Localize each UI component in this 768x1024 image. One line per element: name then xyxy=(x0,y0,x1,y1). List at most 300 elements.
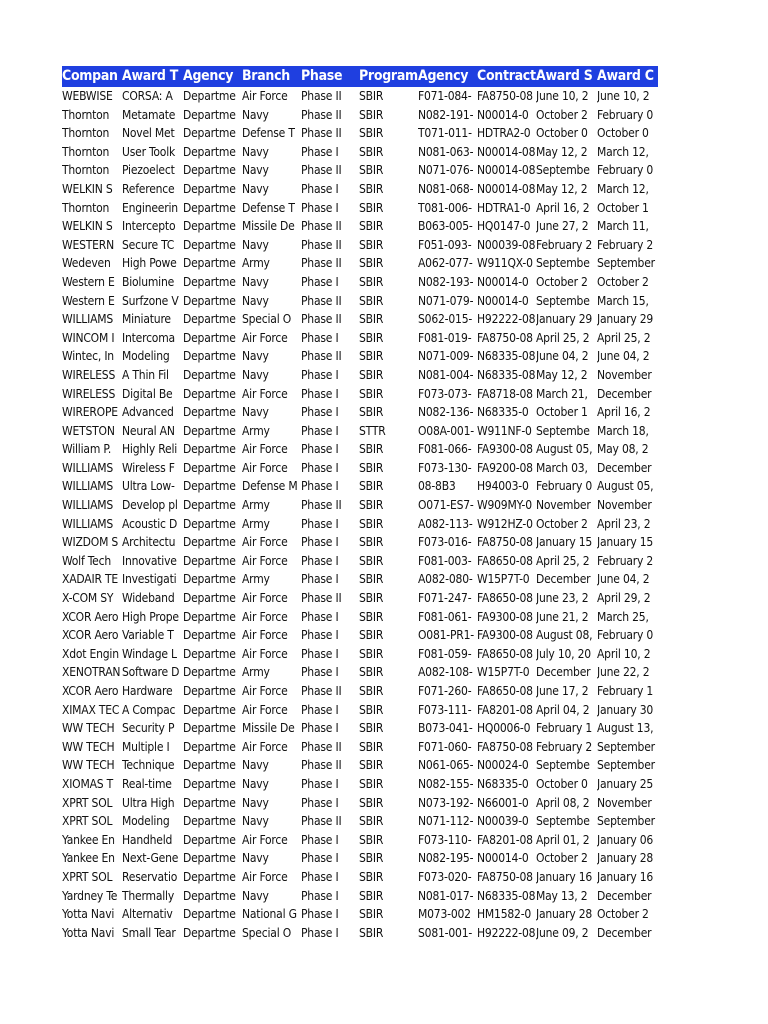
table-cell[interactable]: Wireless F xyxy=(122,460,175,475)
table-cell[interactable]: Phase I xyxy=(301,274,339,289)
table-cell[interactable]: Departme xyxy=(183,925,236,940)
table-row[interactable] xyxy=(62,905,658,924)
table-cell[interactable]: June 27, 2 xyxy=(536,219,589,234)
table-cell[interactable]: High Powe xyxy=(122,256,177,271)
table-cell[interactable]: WILLIAMS xyxy=(62,312,114,327)
table-cell[interactable]: Phase I xyxy=(301,925,339,940)
table-cell[interactable]: N00014-0 xyxy=(477,851,529,866)
table-row[interactable] xyxy=(62,496,658,515)
table-cell[interactable]: N071-079- xyxy=(418,293,474,308)
table-cell[interactable]: Special O xyxy=(242,312,292,327)
table-cell[interactable]: N00014-0 xyxy=(477,293,529,308)
table-row[interactable] xyxy=(62,87,658,106)
table-cell[interactable]: SBIR xyxy=(359,163,384,178)
table-cell[interactable]: H92222-08 xyxy=(477,925,536,940)
table-cell[interactable]: December xyxy=(597,925,652,940)
table-cell[interactable]: Navy xyxy=(242,776,269,791)
table-cell[interactable]: FA8650-08 xyxy=(477,684,533,698)
table-cell[interactable]: Windage L xyxy=(122,646,177,661)
table-cell[interactable]: Acoustic D xyxy=(122,516,178,531)
table-cell[interactable]: SBIR xyxy=(359,888,384,903)
table-cell[interactable]: SBIR xyxy=(359,646,384,661)
table-row[interactable] xyxy=(62,366,658,385)
table-cell[interactable]: Navy xyxy=(242,274,269,289)
table-cell[interactable]: SBIR xyxy=(359,405,384,420)
table-cell[interactable]: N081-063- xyxy=(418,144,474,159)
table-cell[interactable]: May 12, 2 xyxy=(536,144,588,159)
table-row[interactable] xyxy=(62,459,658,478)
table-cell[interactable]: Thornton xyxy=(62,163,110,178)
table-cell[interactable]: April 29, 2 xyxy=(597,591,651,606)
table-cell[interactable]: Departme xyxy=(183,684,236,698)
table-cell[interactable]: WILLIAMS xyxy=(62,460,114,475)
table-cell[interactable]: Departme xyxy=(183,498,236,513)
table-cell[interactable]: Navy xyxy=(242,163,269,178)
table-cell[interactable]: N00039-0 xyxy=(477,814,529,829)
table-cell[interactable]: WILLIAMS xyxy=(62,479,114,494)
table-cell[interactable]: Departme xyxy=(183,814,236,829)
table-cell[interactable]: W909MY-0 xyxy=(477,498,532,513)
table-cell[interactable]: XCOR Aero xyxy=(62,609,119,624)
table-cell[interactable]: Phase I xyxy=(301,572,339,587)
table-cell[interactable]: N00014-08 xyxy=(477,144,536,159)
table-cell[interactable]: SBIR xyxy=(359,367,384,382)
table-cell[interactable]: June 22, 2 xyxy=(597,665,650,680)
table-cell[interactable]: Wintec, In xyxy=(62,349,114,364)
table-cell[interactable]: Next-Gene xyxy=(122,851,179,866)
table-cell[interactable]: SBIR xyxy=(359,869,384,884)
table-cell[interactable]: August 05, xyxy=(597,479,654,494)
table-cell[interactable]: N00014-0 xyxy=(477,274,529,289)
table-cell[interactable]: June 10, 2 xyxy=(536,89,589,103)
table-cell[interactable]: Septembe xyxy=(536,814,590,829)
table-cell[interactable]: Secure TC xyxy=(122,237,175,252)
table-cell[interactable]: SBIR xyxy=(359,628,384,643)
table-cell[interactable]: N00024-0 xyxy=(477,758,529,773)
table-cell[interactable]: April 25, 2 xyxy=(536,553,590,568)
table-cell[interactable]: SBIR xyxy=(359,460,384,475)
table-cell[interactable]: SBIR xyxy=(359,758,384,773)
table-cell[interactable]: Navy xyxy=(242,405,269,420)
table-cell[interactable]: FA9300-08 xyxy=(477,442,533,457)
table-cell[interactable]: Small Tear xyxy=(122,925,176,940)
table-cell[interactable]: Novel Met xyxy=(122,126,175,141)
table-cell[interactable]: Phase I xyxy=(301,888,339,903)
table-cell[interactable]: Yotta Navi xyxy=(62,907,115,922)
table-cell[interactable]: September xyxy=(597,814,655,829)
table-cell[interactable]: Phase I xyxy=(301,405,339,420)
table-cell[interactable]: Intercepto xyxy=(122,219,176,234)
table-cell[interactable]: N082-155- xyxy=(418,776,474,791)
table-cell[interactable]: Departme xyxy=(183,702,236,717)
table-cell[interactable]: Navy xyxy=(242,367,269,382)
table-cell[interactable]: CORSA: A xyxy=(122,89,173,103)
table-cell[interactable]: Departme xyxy=(183,535,236,550)
table-cell[interactable]: Army xyxy=(242,572,270,587)
table-cell[interactable]: Western E xyxy=(62,293,115,308)
table-cell[interactable]: N68335-0 xyxy=(477,776,529,791)
table-cell[interactable]: Departme xyxy=(183,479,236,494)
table-cell[interactable]: SBIR xyxy=(359,442,384,457)
table-cell[interactable]: N073-192- xyxy=(418,795,474,810)
table-cell[interactable]: S081-001- xyxy=(418,925,473,940)
table-cell[interactable]: January 30 xyxy=(597,702,654,717)
column-header[interactable]: Agency xyxy=(418,68,469,84)
table-cell[interactable]: Phase II xyxy=(301,256,342,271)
table-cell[interactable]: June 23, 2 xyxy=(536,591,589,606)
table-cell[interactable]: F081-059- xyxy=(418,646,472,661)
table-cell[interactable]: SBIR xyxy=(359,107,384,122)
table-cell[interactable]: Phase I xyxy=(301,795,339,810)
table-cell[interactable]: Departme xyxy=(183,665,236,680)
table-cell[interactable]: SBIR xyxy=(359,89,384,103)
table-cell[interactable]: HQ0006-0 xyxy=(477,721,531,736)
table-cell[interactable]: September xyxy=(597,739,655,754)
table-cell[interactable]: FA8750-08 xyxy=(477,739,533,754)
table-cell[interactable]: Departme xyxy=(183,442,236,457)
table-cell[interactable]: XIMAX TEC xyxy=(62,702,120,717)
table-row[interactable] xyxy=(62,254,658,273)
table-cell[interactable]: Intercoma xyxy=(122,330,175,345)
table-cell[interactable]: Phase II xyxy=(301,349,342,364)
table-cell[interactable]: SBIR xyxy=(359,237,384,252)
table-cell[interactable]: June 09, 2 xyxy=(536,925,589,940)
table-cell[interactable]: SBIR xyxy=(359,498,384,513)
table-cell[interactable]: Phase II xyxy=(301,163,342,178)
table-cell[interactable]: October 1 xyxy=(536,405,588,420)
table-cell[interactable]: Departme xyxy=(183,107,236,122)
table-cell[interactable]: XCOR Aero xyxy=(62,628,119,643)
table-cell[interactable]: Yankee En xyxy=(62,851,115,866)
table-cell[interactable]: F081-003- xyxy=(418,553,472,568)
table-cell[interactable]: Phase I xyxy=(301,479,339,494)
table-cell[interactable]: Modeling xyxy=(122,349,170,364)
table-cell[interactable]: SBIR xyxy=(359,832,384,847)
table-cell[interactable]: March 11, xyxy=(597,219,649,234)
table-cell[interactable]: Departme xyxy=(183,144,236,159)
table-cell[interactable]: Phase I xyxy=(301,516,339,531)
table-cell[interactable]: Septembe xyxy=(536,758,590,773)
table-cell[interactable]: W15P7T-0 xyxy=(477,665,530,680)
table-cell[interactable]: FA9200-08 xyxy=(477,460,533,475)
table-cell[interactable]: April 23, 2 xyxy=(597,516,651,531)
table-cell[interactable]: A062-077- xyxy=(418,256,473,271)
table-cell[interactable]: August 08, xyxy=(536,628,593,643)
table-cell[interactable]: Air Force xyxy=(242,739,288,754)
table-cell[interactable]: Departme xyxy=(183,181,236,196)
table-cell[interactable]: Digital Be xyxy=(122,386,173,401)
table-cell[interactable]: WETSTON xyxy=(62,423,115,438)
table-row[interactable] xyxy=(62,701,658,720)
table-cell[interactable]: F081-066- xyxy=(418,442,472,457)
table-cell[interactable]: SBIR xyxy=(359,200,384,215)
table-cell[interactable]: Yotta Navi xyxy=(62,925,115,940)
table-cell[interactable]: October 2 xyxy=(536,516,588,531)
table-cell[interactable]: SBIR xyxy=(359,535,384,550)
table-cell[interactable]: June 04, 2 xyxy=(597,572,650,587)
table-cell[interactable]: Yardney Te xyxy=(62,888,118,903)
table-cell[interactable]: Air Force xyxy=(242,684,288,698)
table-cell[interactable]: F071-247- xyxy=(418,591,472,606)
table-cell[interactable]: February 1 xyxy=(536,721,593,736)
table-cell[interactable]: FA8650-08 xyxy=(477,591,533,606)
table-row[interactable] xyxy=(62,180,658,199)
table-cell[interactable]: Departme xyxy=(183,869,236,884)
table-cell[interactable]: May 08, 2 xyxy=(597,442,649,457)
table-cell[interactable]: Departme xyxy=(183,237,236,252)
table-cell[interactable]: January 28 xyxy=(536,907,593,922)
table-cell[interactable]: N081-004- xyxy=(418,367,474,382)
table-cell[interactable]: January 16 xyxy=(536,869,593,884)
table-cell[interactable]: SBIR xyxy=(359,739,384,754)
table-cell[interactable]: Departme xyxy=(183,460,236,475)
table-cell[interactable]: Innovative xyxy=(122,553,177,568)
table-cell[interactable]: F073-073- xyxy=(418,386,472,401)
table-row[interactable] xyxy=(62,608,658,627)
table-cell[interactable]: March 21, xyxy=(536,386,588,401)
table-cell[interactable]: January 15 xyxy=(536,535,593,550)
table-cell[interactable]: N68335-08 xyxy=(477,367,536,382)
table-cell[interactable]: XENOTRAN xyxy=(62,665,121,680)
table-row[interactable] xyxy=(62,124,658,143)
column-header[interactable]: Award S xyxy=(536,68,593,84)
table-cell[interactable]: Departme xyxy=(183,312,236,327)
table-cell[interactable]: N00039-08 xyxy=(477,237,536,252)
table-cell[interactable]: N082-193- xyxy=(418,274,474,289)
table-cell[interactable]: A082-080- xyxy=(418,572,473,587)
table-cell[interactable]: WIRELESS xyxy=(62,386,116,401)
table-cell[interactable]: Army xyxy=(242,423,270,438)
table-cell[interactable]: HDTRA2-0 xyxy=(477,126,531,141)
table-cell[interactable]: Departme xyxy=(183,274,236,289)
column-header[interactable]: Branch xyxy=(242,68,290,84)
table-cell[interactable]: Ultra Low- xyxy=(122,479,175,494)
table-cell[interactable]: February 2 xyxy=(597,553,654,568)
table-cell[interactable]: Departme xyxy=(183,907,236,922)
table-cell[interactable]: SBIR xyxy=(359,572,384,587)
table-cell[interactable]: SBIR xyxy=(359,219,384,234)
table-cell[interactable]: Air Force xyxy=(242,702,288,717)
table-cell[interactable]: Air Force xyxy=(242,628,288,643)
table-cell[interactable]: October 2 xyxy=(536,851,588,866)
table-cell[interactable]: Departme xyxy=(183,832,236,847)
table-cell[interactable]: F071-260- xyxy=(418,684,472,698)
table-cell[interactable]: WELKIN S xyxy=(62,219,113,234)
table-row[interactable] xyxy=(62,775,658,794)
table-cell[interactable]: Phase I xyxy=(301,460,339,475)
table-row[interactable] xyxy=(62,831,658,850)
table-cell[interactable]: S062-015- xyxy=(418,312,473,327)
table-cell[interactable]: F071-060- xyxy=(418,739,472,754)
table-cell[interactable]: December xyxy=(597,460,652,475)
table-cell[interactable]: O081-PR1- xyxy=(418,628,474,643)
table-cell[interactable]: WINCOM I xyxy=(62,330,115,345)
table-cell[interactable]: June 04, 2 xyxy=(536,349,589,364)
table-cell[interactable]: Phase II xyxy=(301,126,342,141)
table-cell[interactable]: N00014-08 xyxy=(477,181,536,196)
table-cell[interactable]: Departme xyxy=(183,646,236,661)
table-cell[interactable]: SBIR xyxy=(359,591,384,606)
table-cell[interactable]: Phase I xyxy=(301,535,339,550)
table-cell[interactable]: Air Force xyxy=(242,832,288,847)
table-cell[interactable]: Navy xyxy=(242,237,269,252)
table-row[interactable] xyxy=(62,738,658,757)
table-cell[interactable]: Highly Reli xyxy=(122,442,178,457)
table-cell[interactable]: B073-041- xyxy=(418,721,473,736)
table-cell[interactable]: Missile De xyxy=(242,219,295,234)
table-cell[interactable]: WELKIN S xyxy=(62,181,113,196)
table-cell[interactable]: STTR xyxy=(359,423,386,438)
table-cell[interactable]: F073-016- xyxy=(418,535,472,550)
table-cell[interactable]: Air Force xyxy=(242,869,288,884)
table-cell[interactable]: March 12, xyxy=(597,181,649,196)
header-row[interactable] xyxy=(62,66,658,87)
table-cell[interactable]: SBIR xyxy=(359,274,384,289)
table-cell[interactable]: Phase I xyxy=(301,851,339,866)
table-cell[interactable]: Army xyxy=(242,516,270,531)
table-cell[interactable]: O071-ES7- xyxy=(418,498,474,513)
table-cell[interactable]: W912HZ-0 xyxy=(477,516,533,531)
table-cell[interactable]: Navy xyxy=(242,851,269,866)
table-cell[interactable]: December xyxy=(536,665,591,680)
table-cell[interactable]: Phase II xyxy=(301,237,342,252)
table-cell[interactable]: F071-084- xyxy=(418,89,472,103)
table-cell[interactable]: Defense T xyxy=(242,126,295,141)
table-cell[interactable]: WW TECH xyxy=(62,721,115,736)
table-cell[interactable]: WIZDOM S xyxy=(62,535,119,550)
table-cell[interactable]: A Thin Fil xyxy=(122,367,169,382)
table-cell[interactable]: May 13, 2 xyxy=(536,888,588,903)
table-cell[interactable]: SBIR xyxy=(359,256,384,271)
table-cell[interactable]: November xyxy=(597,367,652,382)
table-cell[interactable]: February 2 xyxy=(536,739,593,754)
table-cell[interactable]: WIREROPE xyxy=(62,405,118,420)
table-cell[interactable]: October 2 xyxy=(597,274,649,289)
table-cell[interactable]: July 10, 20 xyxy=(536,646,591,661)
table-cell[interactable]: June 17, 2 xyxy=(536,684,589,698)
table-cell[interactable]: Engineerin xyxy=(122,200,178,215)
table-cell[interactable]: January 15 xyxy=(597,535,654,550)
table-cell[interactable]: Surfzone V xyxy=(122,293,179,308)
table-cell[interactable]: Phase I xyxy=(301,442,339,457)
table-cell[interactable]: SBIR xyxy=(359,795,384,810)
table-cell[interactable]: Navy xyxy=(242,758,269,773)
table-cell[interactable]: October 2 xyxy=(536,274,588,289)
table-cell[interactable]: FA8750-08 xyxy=(477,89,533,103)
table-cell[interactable]: Navy xyxy=(242,814,269,829)
table-cell[interactable]: Missile De xyxy=(242,721,295,736)
table-cell[interactable]: M073-002 xyxy=(418,907,471,922)
table-cell[interactable]: Army xyxy=(242,256,270,271)
table-cell[interactable]: Handheld xyxy=(122,832,173,847)
table-row[interactable] xyxy=(62,794,658,813)
table-cell[interactable]: January 28 xyxy=(597,851,654,866)
table-cell[interactable]: Phase II xyxy=(301,219,342,234)
table-row[interactable] xyxy=(62,385,658,404)
table-cell[interactable]: Phase I xyxy=(301,181,339,196)
table-cell[interactable]: T081-006- xyxy=(418,200,472,215)
table-cell[interactable]: Western E xyxy=(62,274,115,289)
table-cell[interactable]: Thornton xyxy=(62,126,110,141)
table-cell[interactable]: High Prope xyxy=(122,609,179,624)
table-cell[interactable]: Wedeven xyxy=(62,256,111,271)
table-cell[interactable]: Air Force xyxy=(242,535,288,550)
table-cell[interactable]: Phase I xyxy=(301,907,339,922)
table-cell[interactable]: William P. xyxy=(62,442,112,457)
table-row[interactable] xyxy=(62,310,658,329)
table-cell[interactable]: Alternativ xyxy=(122,907,173,922)
table-cell[interactable]: Departme xyxy=(183,758,236,773)
table-cell[interactable]: 08-8B3 xyxy=(418,479,456,494)
table-row[interactable] xyxy=(62,589,658,608)
table-row[interactable] xyxy=(62,533,658,552)
table-cell[interactable]: Hardware xyxy=(122,684,173,698)
table-cell[interactable]: Departme xyxy=(183,851,236,866)
table-cell[interactable]: SBIR xyxy=(359,330,384,345)
table-cell[interactable]: February 0 xyxy=(597,163,654,178)
table-cell[interactable]: Air Force xyxy=(242,646,288,661)
table-cell[interactable]: SBIR xyxy=(359,665,384,680)
table-cell[interactable]: Departme xyxy=(183,628,236,643)
table-cell[interactable]: December xyxy=(597,888,652,903)
table-cell[interactable]: Air Force xyxy=(242,609,288,624)
table-cell[interactable]: Modeling xyxy=(122,814,170,829)
table-cell[interactable]: Phase I xyxy=(301,609,339,624)
table-cell[interactable]: Air Force xyxy=(242,442,288,457)
table-cell[interactable]: A082-113- xyxy=(418,516,473,531)
table-cell[interactable]: Phase I xyxy=(301,367,339,382)
table-cell[interactable]: Departme xyxy=(183,721,236,736)
table-cell[interactable]: XPRT SOL xyxy=(62,814,113,829)
table-cell[interactable]: Phase II xyxy=(301,758,342,773)
table-row[interactable] xyxy=(62,106,658,125)
table-cell[interactable]: Phase I xyxy=(301,330,339,345)
table-cell[interactable]: Phase II xyxy=(301,293,342,308)
table-cell[interactable]: Thornton xyxy=(62,200,110,215)
table-cell[interactable]: April 16, 2 xyxy=(597,405,651,420)
table-cell[interactable]: Departme xyxy=(183,89,236,103)
table-cell[interactable]: Departme xyxy=(183,776,236,791)
table-row[interactable] xyxy=(62,719,658,738)
table-cell[interactable]: Departme xyxy=(183,572,236,587)
table-cell[interactable]: October 2 xyxy=(536,107,588,122)
table-cell[interactable]: Phase II xyxy=(301,591,342,606)
table-cell[interactable]: November xyxy=(597,795,652,810)
column-header[interactable]: Program xyxy=(359,68,418,84)
table-cell[interactable]: A082-108- xyxy=(418,665,473,680)
table-cell[interactable]: SBIR xyxy=(359,907,384,922)
table-cell[interactable]: F073-020- xyxy=(418,869,472,884)
table-cell[interactable]: October 0 xyxy=(536,126,588,141)
table-cell[interactable]: Navy xyxy=(242,107,269,122)
table-cell[interactable]: SBIR xyxy=(359,684,384,698)
table-cell[interactable]: Phase I xyxy=(301,721,339,736)
table-cell[interactable]: Departme xyxy=(183,163,236,178)
table-cell[interactable]: N071-076- xyxy=(418,163,474,178)
table-cell[interactable]: SBIR xyxy=(359,479,384,494)
table-cell[interactable]: SBIR xyxy=(359,925,384,940)
table-cell[interactable]: N081-068- xyxy=(418,181,474,196)
table-row[interactable] xyxy=(62,347,658,366)
table-cell[interactable]: SBIR xyxy=(359,349,384,364)
table-cell[interactable]: A Compac xyxy=(122,702,176,717)
table-cell[interactable]: F073-110- xyxy=(418,832,472,847)
table-cell[interactable]: User Toolk xyxy=(122,144,176,159)
table-cell[interactable]: Phase II xyxy=(301,739,342,754)
table-cell[interactable]: Army xyxy=(242,665,270,680)
table-cell[interactable]: January 16 xyxy=(597,869,654,884)
table-cell[interactable]: May 12, 2 xyxy=(536,367,588,382)
